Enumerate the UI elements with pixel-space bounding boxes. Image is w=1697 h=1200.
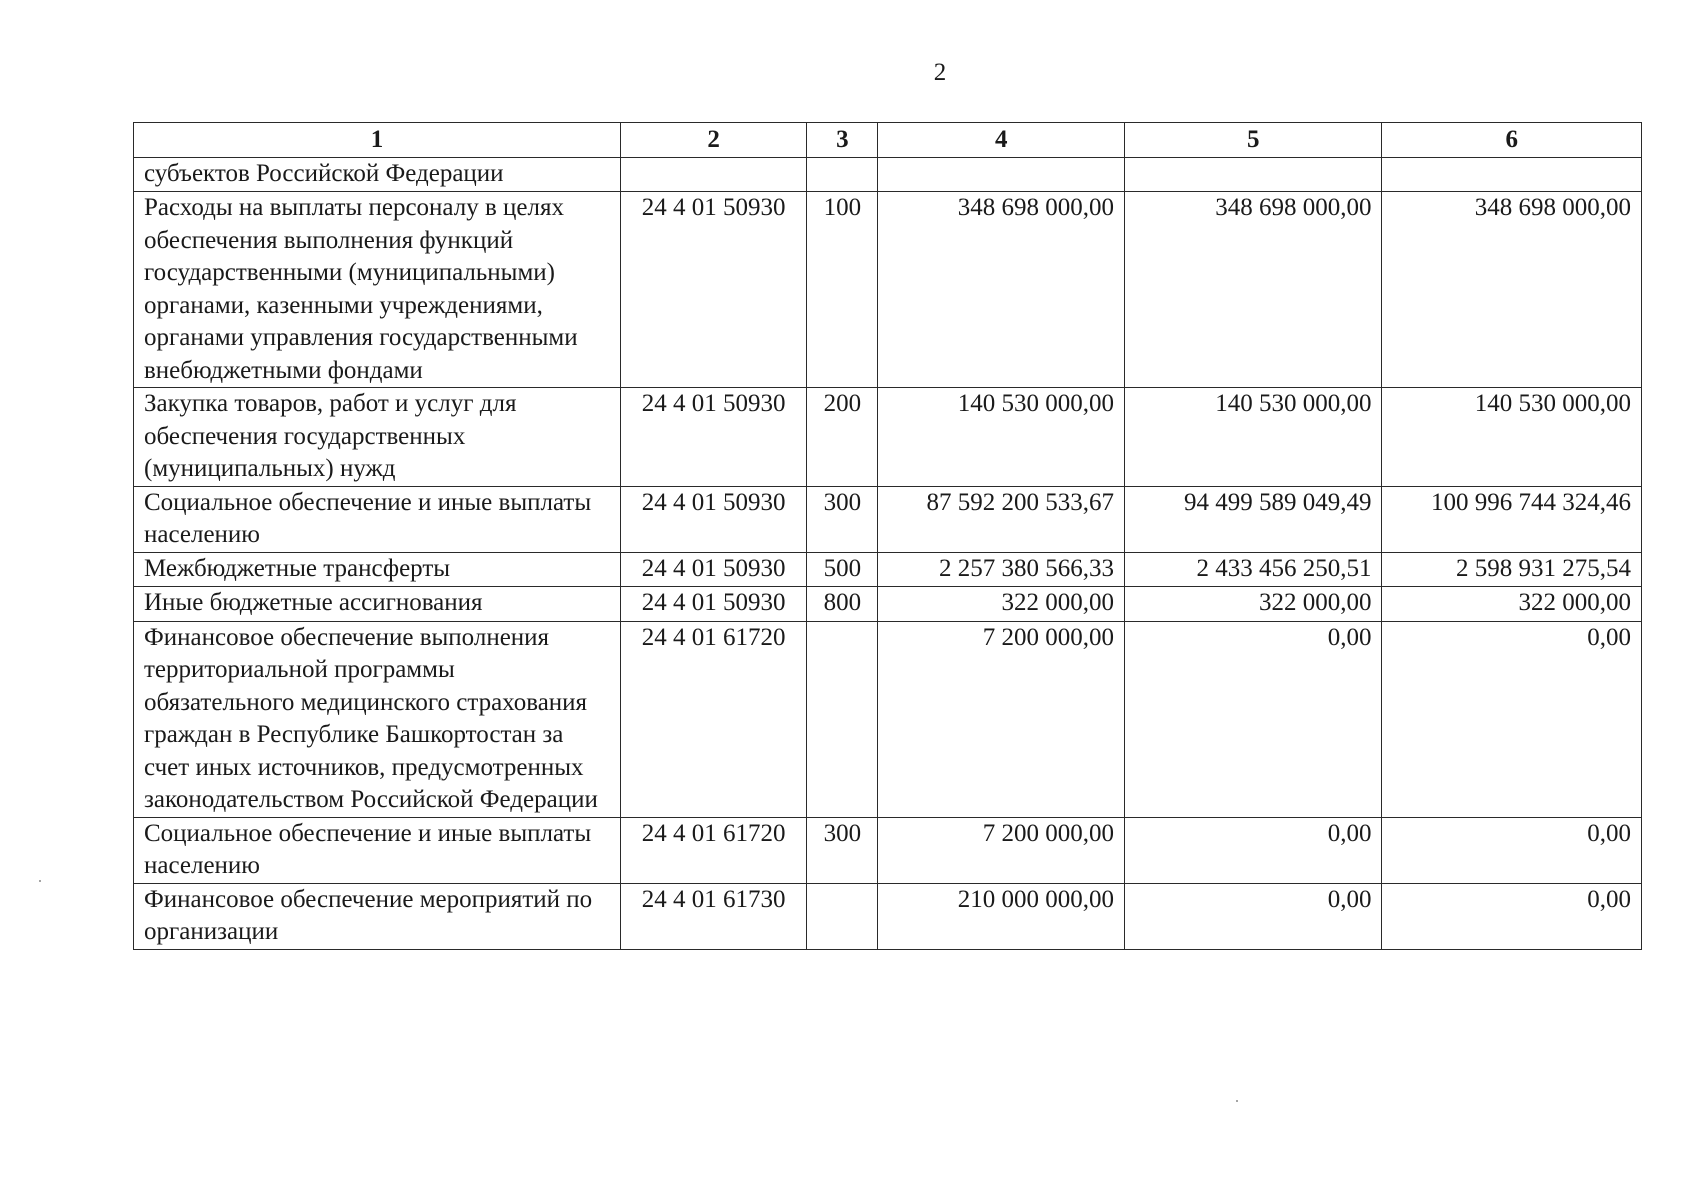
row-value-col6: 322 000,00 [1382,587,1642,622]
table-row [134,486,1642,552]
row-value-col5: 2 433 456 250,51 [1124,552,1382,587]
row-value-col4: 7 200 000,00 [878,817,1124,883]
table-row [134,621,1642,817]
row-value-col4: 87 592 200 533,67 [878,486,1124,552]
row-expense-type: 300 [807,817,878,883]
row-csr-code: 24 4 01 50930 [620,552,806,587]
row-expense-type: 100 [807,192,878,388]
table-header-row [134,123,1642,158]
row-name: Финансовое обеспечение мероприятий по организации [134,883,621,949]
row-value-col4: 7 200 000,00 [878,621,1124,817]
column-header: 3 [807,123,878,158]
row-name: Финансовое обеспечение выполнения территориальной программы обязательного медицинского страхования граждан в Республике Башкортостан за счет иных источников, предусмотренных законодательством Российской Федерации [134,621,621,817]
row-value-col6: 348 698 000,00 [1382,192,1642,388]
row-name: Иные бюджетные ассигнования [134,587,621,622]
row-value-col6: 140 530 000,00 [1382,388,1642,487]
row-name: Межбюджетные трансферты [134,552,621,587]
row-value-col5: 348 698 000,00 [1124,192,1382,388]
row-csr-code [620,157,806,192]
row-csr-code: 24 4 01 61720 [620,621,806,817]
row-value-col4: 2 257 380 566,33 [878,552,1124,587]
row-name: Закупка товаров, работ и услуг для обеспечения государственных (муниципальных) нужд [134,388,621,487]
row-expense-type [807,883,878,949]
row-value-col6: 2 598 931 275,54 [1382,552,1642,587]
row-value-col6: 0,00 [1382,883,1642,949]
table-row [134,552,1642,587]
column-header: 5 [1124,123,1382,158]
row-expense-type [807,621,878,817]
row-csr-code: 24 4 01 50930 [620,192,806,388]
row-value-col4 [878,157,1124,192]
row-value-col5: 0,00 [1124,883,1382,949]
row-expense-type: 200 [807,388,878,487]
scan-speck [39,880,41,882]
table-row [134,157,1642,192]
row-value-col5: 94 499 589 049,49 [1124,486,1382,552]
row-value-col5: 0,00 [1124,817,1382,883]
row-expense-type: 800 [807,587,878,622]
column-header: 6 [1382,123,1642,158]
table-row [134,587,1642,622]
table-row [134,817,1642,883]
row-value-col6 [1382,157,1642,192]
column-header: 2 [620,123,806,158]
table-row [134,192,1642,388]
row-expense-type: 500 [807,552,878,587]
row-value-col6: 100 996 744 324,46 [1382,486,1642,552]
row-value-col4: 210 000 000,00 [878,883,1124,949]
row-csr-code: 24 4 01 50930 [620,486,806,552]
page-number: 2 [933,59,947,86]
column-header: 1 [134,123,621,158]
row-value-col4: 348 698 000,00 [878,192,1124,388]
row-name: Социальное обеспечение и иные выплаты населению [134,486,621,552]
table-row [134,388,1642,487]
row-value-col5: 322 000,00 [1124,587,1382,622]
row-csr-code: 24 4 01 61720 [620,817,806,883]
column-header: 4 [878,123,1124,158]
row-expense-type: 300 [807,486,878,552]
row-value-col4: 140 530 000,00 [878,388,1124,487]
row-csr-code: 24 4 01 61730 [620,883,806,949]
row-value-col5: 140 530 000,00 [1124,388,1382,487]
row-value-col5 [1124,157,1382,192]
row-value-col6: 0,00 [1382,621,1642,817]
row-name: субъектов Российской Федерации [134,157,621,192]
row-csr-code: 24 4 01 50930 [620,388,806,487]
row-value-col6: 0,00 [1382,817,1642,883]
row-value-col5: 0,00 [1124,621,1382,817]
scan-speck [1236,1100,1238,1102]
row-name: Социальное обеспечение и иные выплаты населению [134,817,621,883]
row-name: Расходы на выплаты персоналу в целях обеспечения выполнения функций государственными (муниципальными) органами, казенными учреждениями, органами управления государственными внебюджетными фондами [134,192,621,388]
table-row [134,883,1642,949]
row-csr-code: 24 4 01 50930 [620,587,806,622]
row-value-col4: 322 000,00 [878,587,1124,622]
row-expense-type [807,157,878,192]
budget-table [133,122,1642,950]
